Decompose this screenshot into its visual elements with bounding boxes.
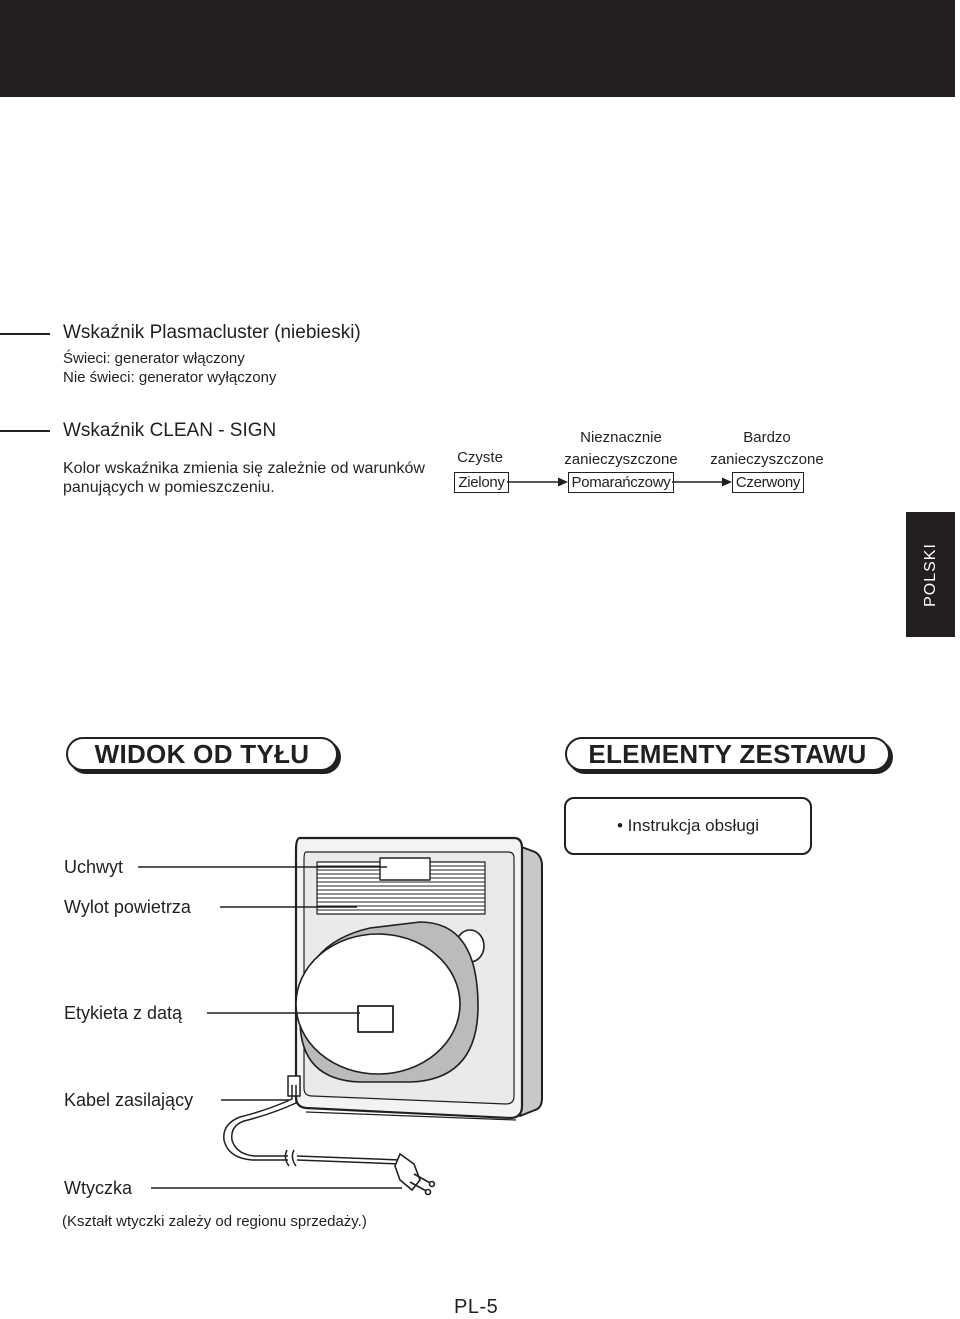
stage-slight-condition-line2: zanieczyszczone	[564, 451, 678, 468]
page-number: PL-5	[454, 1296, 499, 1318]
plug-footnote: (Kształt wtyczki zależy od regionu sprzedaży.)	[62, 1213, 367, 1230]
clean-sign-title: Wskaźnik CLEAN - SIGN	[63, 420, 277, 441]
stage-slight-condition-line1: Nieznacznie	[580, 429, 662, 446]
plasmacluster-off-text: Nie świeci: generator wyłączony	[63, 369, 277, 386]
stage-heavy-condition-line2: zanieczyszczone	[710, 451, 824, 468]
label-power-cord: Kabel zasilający	[64, 1090, 194, 1110]
plasmacluster-on-text: Świeci: generator włączony	[63, 350, 245, 367]
rear-view-heading: WIDOK OD TYŁU	[66, 737, 338, 771]
language-tab-label: POLSKI	[921, 542, 939, 607]
handle-recess	[380, 858, 430, 880]
clean-sign-desc-line1: Kolor wskaźnika zmienia się zależnie od warunków	[63, 460, 425, 477]
label-date-sticker: Etykieta z datą	[64, 1003, 183, 1023]
accessories-heading: ELEMENTY ZESTAWU	[565, 737, 890, 771]
clean-sign-desc-line2: panujących w pomieszczeniu.	[63, 479, 275, 496]
stage-clean-condition: Czyste	[457, 449, 503, 466]
accessory-bullet: •	[616, 816, 623, 835]
rear-filter-cover	[296, 934, 460, 1074]
stage-slight-color-box: Pomarańczowy	[568, 472, 674, 493]
label-air-outlet: Wylot powietrza	[64, 897, 191, 917]
air-purifier-rear-illustration	[288, 838, 542, 1120]
label-plug: Wtyczka	[64, 1178, 133, 1198]
stage-heavy-color-box: Czerwony	[732, 472, 804, 493]
date-label-sticker	[358, 1006, 393, 1032]
accessory-item-manual: Instrukcja obsługi	[627, 816, 760, 835]
plasmacluster-title: Wskaźnik Plasmacluster (niebieski)	[63, 322, 361, 343]
stage-clean-color-box: Zielony	[454, 472, 509, 493]
stage-heavy-condition-line1: Bardzo	[743, 429, 791, 446]
label-handle: Uchwyt	[64, 857, 124, 877]
stage-arrows	[507, 478, 732, 487]
